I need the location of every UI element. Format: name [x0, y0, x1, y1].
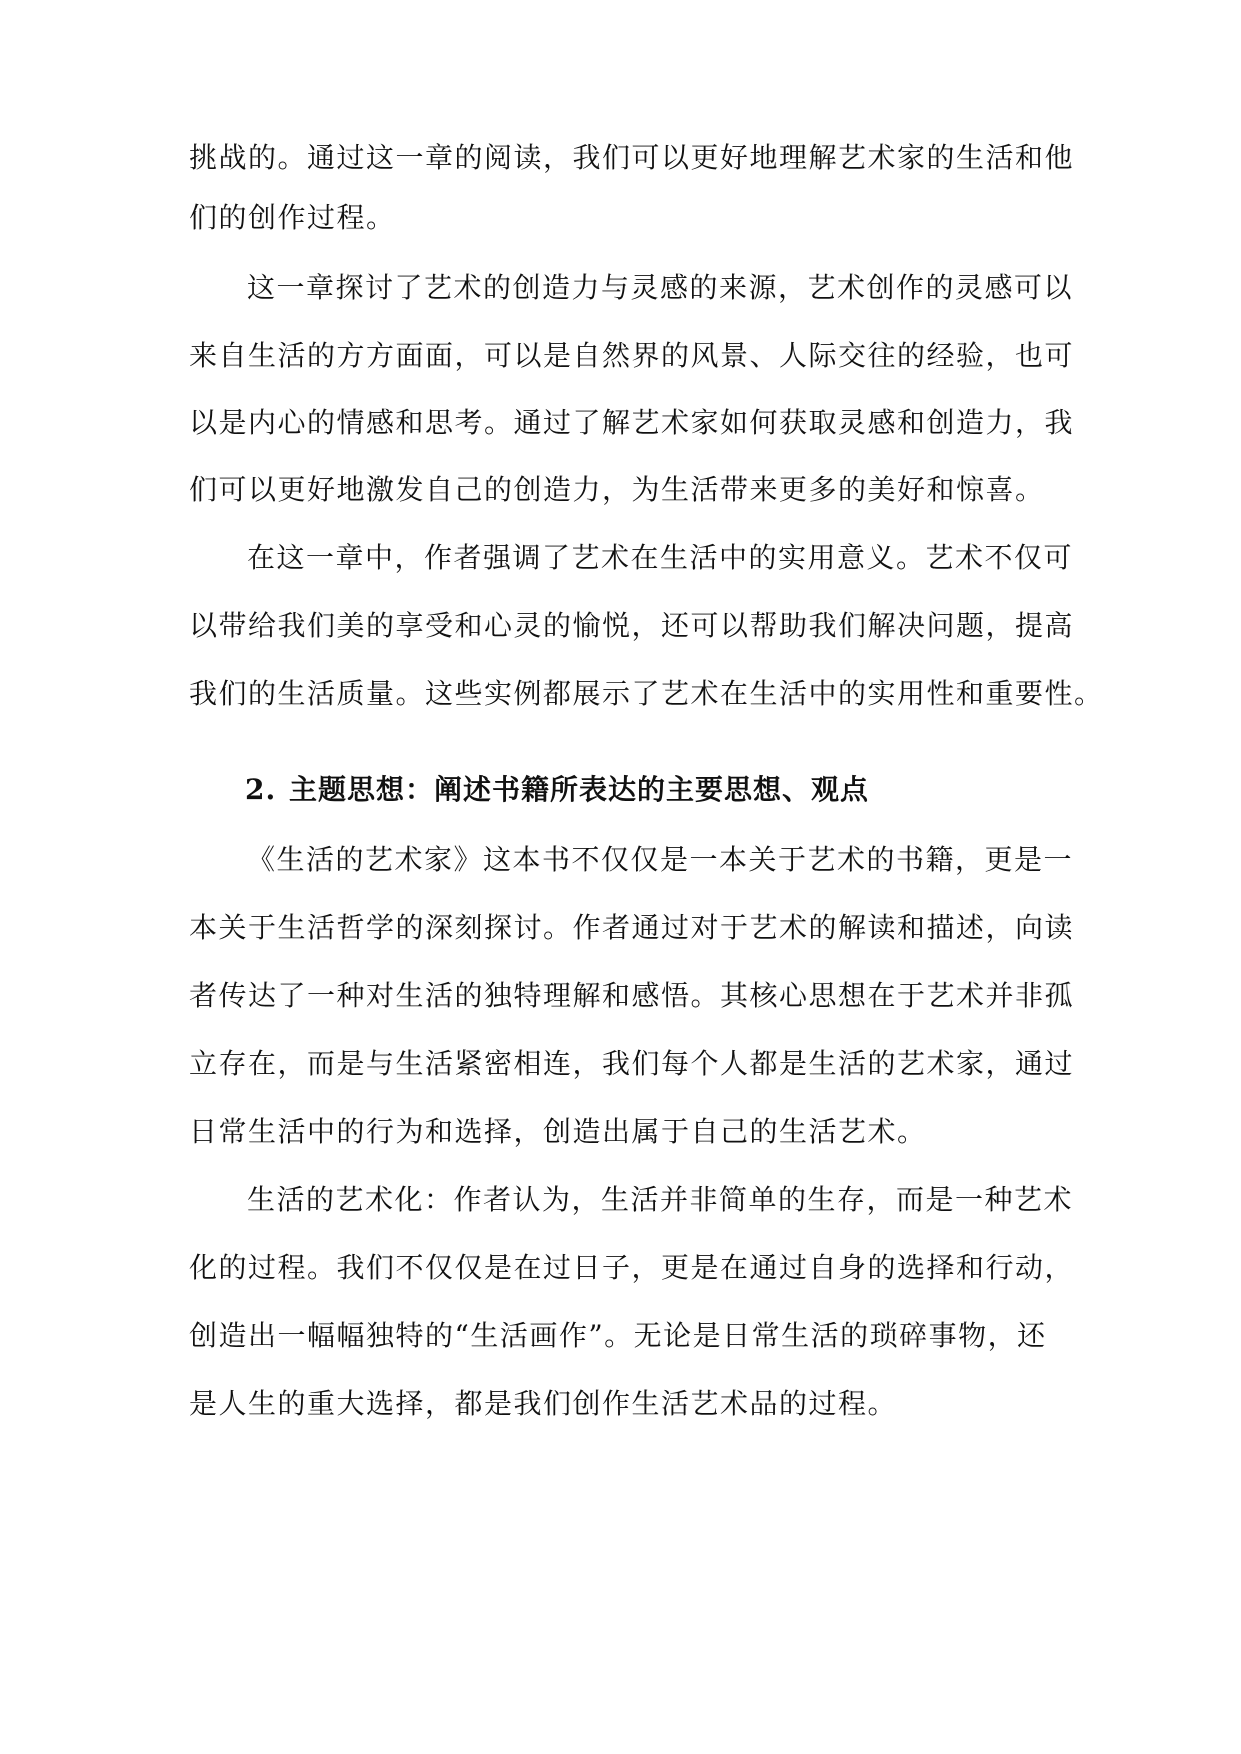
paragraph-3-line-3: 我们的生活质量。这些实例都展示了艺术在生活中的实用性和重要性。 [189, 677, 1104, 710]
section-heading-number: 2. [245, 773, 277, 806]
paragraph-5-line-4: 是人生的重大选择，都是我们创作生活艺术品的过程。 [189, 1387, 898, 1420]
paragraph-2-line-1: 这一章探讨了艺术的创造力与灵感的来源，艺术创作的灵感可以 [247, 271, 1074, 304]
paragraph-2-line-4: 们可以更好地激发自己的创造力，为生活带来更多的美好和惊喜。 [189, 473, 1045, 506]
paragraph-3-line-1: 在这一章中，作者强调了艺术在生活中的实用意义。艺术不仅可 [247, 541, 1074, 574]
paragraph-1-line-1: 挑战的。通过这一章的阅读，我们可以更好地理解艺术家的生活和他 [189, 141, 1075, 174]
paragraph-4-line-2: 本关于生活哲学的深刻探讨。作者通过对于艺术的解读和描述，向读 [189, 911, 1075, 944]
paragraph-2-line-3: 以是内心的情感和思考。通过了解艺术家如何获取灵感和创造力，我 [189, 406, 1075, 439]
paragraph-3-line-2: 以带给我们美的享受和心灵的愉悦，还可以帮助我们解决问题，提高 [189, 609, 1075, 642]
paragraph-5-line-1: 生活的艺术化：作者认为，生活并非简单的生存，而是一种艺术 [247, 1183, 1074, 1216]
section-heading [245, 770, 869, 810]
paragraph-4-line-4: 立存在，而是与生活紧密相连，我们每个人都是生活的艺术家，通过 [189, 1047, 1075, 1080]
section-heading-text: 主题思想：阐述书籍所表达的主要思想、观点 [289, 773, 870, 806]
paragraph-5-line-3: 创造出一幅幅独特的“生活画作”。无论是日常生活的琐碎事物，还 [189, 1319, 1047, 1352]
paragraph-1-line-2: 们的创作过程。 [189, 201, 396, 234]
paragraph-4-line-3: 者传达了一种对生活的独特理解和感悟。其核心思想在于艺术并非孤 [189, 979, 1075, 1012]
paragraph-4-line-5: 日常生活中的行为和选择，创造出属于自己的生活艺术。 [189, 1115, 927, 1148]
paragraph-2-line-2: 来自生活的方方面面，可以是自然界的风景、人际交往的经验，也可 [189, 339, 1075, 372]
paragraph-5-line-2: 化的过程。我们不仅仅是在过日子，更是在通过自身的选择和行动， [189, 1251, 1075, 1284]
paragraph-4-line-1: 《生活的艺术家》这本书不仅仅是一本关于艺术的书籍，更是一 [247, 843, 1074, 876]
